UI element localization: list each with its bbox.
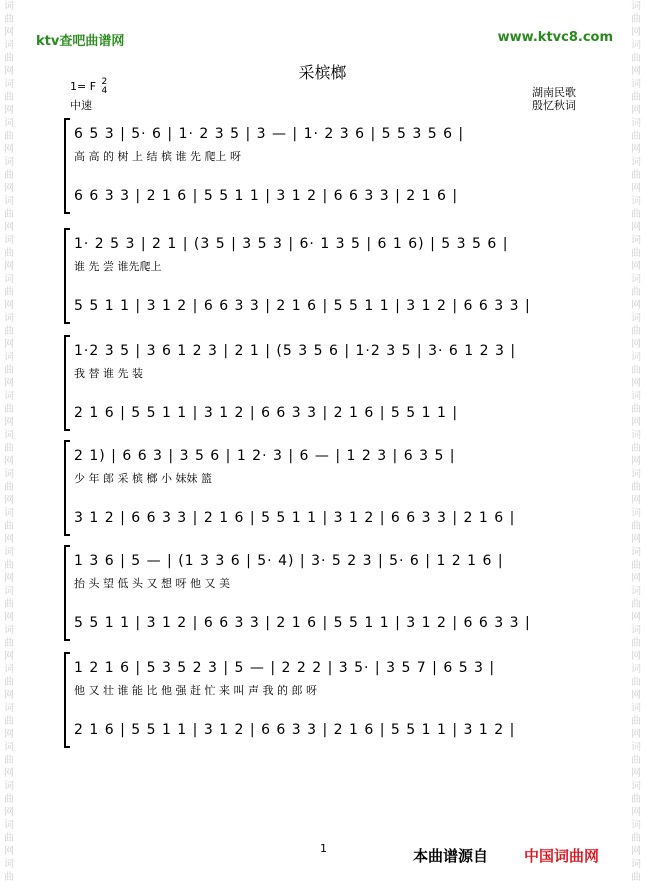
watermark-glyph: 词	[631, 625, 641, 636]
accompaniment-line: 5 5 1 1 | 3 1 2 | 6 6 3 3 | 2 1 6 | 5 5 1 1 | 3 1 2 | 6 6 3 3 |	[74, 298, 531, 314]
tempo-marking: 中速	[70, 99, 92, 112]
watermark-glyph: 曲	[631, 794, 641, 805]
watermark-glyph: 曲	[631, 599, 641, 610]
watermark-glyph: 曲	[4, 131, 14, 142]
watermark-glyph: 网	[631, 729, 641, 740]
watermark-right	[629, 0, 643, 884]
watermark-glyph: 词	[631, 391, 641, 402]
lyrics-line: 他 又 壮 谁 能 比 他 强 赶 忙 来 叫 声 我 的 郎 呀	[74, 684, 317, 697]
watermark-glyph: 曲	[4, 404, 14, 415]
watermark-glyph: 词	[4, 196, 14, 207]
watermark-glyph: 曲	[4, 794, 14, 805]
watermark-glyph: 词	[4, 859, 14, 870]
watermark-glyph: 曲	[4, 872, 14, 883]
melody-line: 2 1) | 6 6 3 | 3 5 6 | 1 2· 3 | 6 — | 1 2 3 | 6 3 5 |	[74, 448, 456, 464]
watermark-glyph: 网	[631, 183, 641, 194]
source-label: 本曲谱源自	[413, 847, 489, 865]
watermark-glyph: 网	[4, 612, 14, 623]
watermark-glyph: 网	[631, 573, 641, 584]
watermark-glyph: 曲	[4, 365, 14, 376]
watermark-glyph: 词	[4, 820, 14, 831]
watermark-glyph: 曲	[631, 755, 641, 766]
watermark-glyph: 曲	[4, 92, 14, 103]
watermark-glyph: 曲	[4, 755, 14, 766]
watermark-glyph: 词	[4, 664, 14, 675]
watermark-glyph: 曲	[631, 14, 641, 25]
watermark-glyph: 网	[4, 768, 14, 779]
watermark-glyph: 曲	[4, 209, 14, 220]
watermark-glyph: 词	[631, 313, 641, 324]
watermark-glyph: 网	[4, 495, 14, 506]
watermark-glyph: 网	[4, 729, 14, 740]
watermark-glyph: 词	[631, 157, 641, 168]
song-title: 采槟榔	[298, 63, 347, 82]
watermark-glyph: 网	[631, 690, 641, 701]
watermark-glyph: 词	[4, 313, 14, 324]
watermark-glyph: 曲	[4, 677, 14, 688]
watermark-glyph: 网	[631, 768, 641, 779]
watermark-glyph: 词	[4, 157, 14, 168]
watermark-glyph: 词	[4, 469, 14, 480]
watermark-glyph: 词	[4, 118, 14, 129]
time-sig-numerator: 2	[101, 77, 108, 87]
system-bracket	[64, 440, 70, 536]
accompaniment-line: 2 1 6 | 5 5 1 1 | 3 1 2 | 6 6 3 3 | 2 1 6 | 5 5 1 1 |	[74, 405, 459, 421]
watermark-glyph: 网	[631, 417, 641, 428]
lyrics-line: 少 年 郎 采 槟 榔 小 妹妹 篮	[74, 472, 212, 485]
melody-line: 1 3 6 | 5 — | (1 3 3 6 | 5· 4) | 3· 5 2 3 | 5· 6 | 1 2 1 6 |	[74, 553, 504, 569]
watermark-glyph: 网	[631, 66, 641, 77]
watermark-glyph: 词	[631, 274, 641, 285]
watermark-glyph: 曲	[4, 248, 14, 259]
watermark-glyph: 网	[631, 534, 641, 545]
watermark-glyph: 网	[4, 105, 14, 116]
watermark-glyph: 词	[4, 742, 14, 753]
watermark-glyph: 曲	[631, 248, 641, 259]
melody-line: 1·2 3 5 | 3 6 1 2 3 | 2 1 | (5 3 5 6 | 1·2 3 5 | 3· 6 1 2 3 |	[74, 343, 517, 359]
watermark-glyph: 词	[631, 820, 641, 831]
watermark-glyph: 曲	[4, 599, 14, 610]
watermark-glyph: 词	[4, 430, 14, 441]
melody-line: 1 2 1 6 | 5 3 5 2 3 | 5 — | 2 2 2 | 3 5· | 3 5 7 | 6 5 3 |	[74, 660, 496, 676]
watermark-glyph: 曲	[4, 170, 14, 181]
watermark-glyph: 网	[631, 846, 641, 857]
system-bracket	[64, 228, 70, 324]
watermark-glyph: 词	[631, 235, 641, 246]
site-left-label: ktv查吧曲谱网	[36, 34, 125, 49]
watermark-glyph: 词	[631, 664, 641, 675]
watermark-glyph: 曲	[4, 560, 14, 571]
page-number: 1	[320, 842, 327, 855]
watermark-glyph: 词	[4, 586, 14, 597]
watermark-glyph: 词	[631, 508, 641, 519]
watermark-glyph: 曲	[631, 638, 641, 649]
watermark-glyph: 曲	[631, 677, 641, 688]
watermark-glyph: 网	[4, 690, 14, 701]
watermark-glyph: 网	[4, 534, 14, 545]
time-signature	[102, 78, 108, 96]
watermark-glyph: 词	[4, 274, 14, 285]
watermark-glyph: 网	[631, 456, 641, 467]
watermark-glyph: 曲	[631, 872, 641, 883]
watermark-glyph: 曲	[631, 443, 641, 454]
system-bracket	[64, 335, 70, 431]
watermark-glyph: 词	[4, 391, 14, 402]
watermark-glyph: 词	[4, 235, 14, 246]
watermark-glyph: 网	[4, 261, 14, 272]
source-site: 中国词曲网	[524, 847, 600, 865]
watermark-glyph: 曲	[631, 521, 641, 532]
accompaniment-line: 6 6 3 3 | 2 1 6 | 5 5 1 1 | 3 1 2 | 6 6 3 3 | 2 1 6 |	[74, 188, 459, 204]
watermark-glyph: 词	[4, 781, 14, 792]
watermark-glyph: 网	[4, 339, 14, 350]
watermark-left	[2, 0, 16, 884]
watermark-glyph: 曲	[631, 716, 641, 727]
watermark-glyph: 网	[4, 66, 14, 77]
watermark-glyph: 曲	[631, 53, 641, 64]
watermark-glyph: 曲	[4, 443, 14, 454]
watermark-glyph: 词	[4, 625, 14, 636]
lyrics-line: 抬 头 望 低 头 又 想 呀 他 又 美	[74, 577, 230, 590]
watermark-glyph: 网	[4, 378, 14, 389]
lyrics-line: 我 替 谁 先 装	[74, 367, 143, 380]
watermark-glyph: 曲	[631, 365, 641, 376]
system-bracket	[64, 118, 70, 214]
watermark-glyph: 词	[631, 547, 641, 558]
watermark-glyph: 网	[631, 144, 641, 155]
watermark-glyph: 曲	[631, 833, 641, 844]
watermark-glyph: 网	[4, 27, 14, 38]
watermark-glyph: 曲	[4, 53, 14, 64]
melody-line: 6 5 3 | 5· 6 | 1· 2 3 5 | 3 — | 1· 2 3 6 | 5 5 3 5 6 |	[74, 126, 465, 142]
watermark-glyph: 网	[4, 456, 14, 467]
watermark-glyph: 曲	[631, 560, 641, 571]
watermark-glyph: 网	[4, 417, 14, 428]
watermark-glyph: 曲	[631, 404, 641, 415]
watermark-glyph: 词	[4, 1, 14, 12]
watermark-glyph: 词	[631, 469, 641, 480]
lyrics-line: 高 高 的 树 上 结 槟 谁 先 爬上 呀	[74, 150, 241, 163]
watermark-glyph: 词	[631, 781, 641, 792]
watermark-glyph: 词	[631, 1, 641, 12]
watermark-glyph: 曲	[4, 716, 14, 727]
watermark-glyph: 曲	[4, 14, 14, 25]
key-label: 1= F	[70, 80, 97, 93]
watermark-glyph: 词	[4, 703, 14, 714]
watermark-glyph: 网	[4, 300, 14, 311]
watermark-glyph: 网	[631, 651, 641, 662]
site-right-label: www.ktvc8.com	[497, 30, 613, 45]
watermark-glyph: 曲	[4, 638, 14, 649]
watermark-glyph: 网	[631, 807, 641, 818]
melody-line: 1· 2 5 3 | 2 1 | (3 5 | 3 5 3 | 6· 1 3 5 | 6 1 6) | 5 3 5 6 |	[74, 236, 509, 252]
watermark-glyph: 词	[631, 196, 641, 207]
watermark-glyph: 曲	[631, 170, 641, 181]
watermark-glyph: 词	[631, 79, 641, 90]
watermark-glyph: 词	[631, 352, 641, 363]
watermark-glyph: 网	[631, 300, 641, 311]
watermark-glyph: 网	[631, 612, 641, 623]
watermark-glyph: 词	[631, 118, 641, 129]
watermark-glyph: 曲	[4, 326, 14, 337]
watermark-glyph: 网	[4, 222, 14, 233]
watermark-glyph: 曲	[4, 833, 14, 844]
watermark-glyph: 词	[631, 703, 641, 714]
watermark-glyph: 网	[631, 495, 641, 506]
accompaniment-line: 2 1 6 | 5 5 1 1 | 3 1 2 | 6 6 3 3 | 2 1 6 | 5 5 1 1 | 3 1 2 |	[74, 722, 516, 738]
watermark-glyph: 词	[4, 352, 14, 363]
watermark-glyph: 曲	[631, 209, 641, 220]
watermark-glyph: 曲	[631, 131, 641, 142]
watermark-glyph: 网	[4, 807, 14, 818]
lyricist: 殷忆秋词	[532, 99, 576, 112]
watermark-glyph: 词	[4, 40, 14, 51]
song-origin: 湖南民歌	[532, 86, 576, 99]
watermark-glyph: 网	[4, 651, 14, 662]
watermark-glyph: 词	[631, 430, 641, 441]
watermark-glyph: 曲	[631, 92, 641, 103]
watermark-glyph: 词	[631, 40, 641, 51]
watermark-glyph: 词	[631, 859, 641, 870]
watermark-glyph: 网	[4, 573, 14, 584]
watermark-glyph: 网	[4, 183, 14, 194]
watermark-glyph: 词	[631, 742, 641, 753]
watermark-glyph: 词	[631, 586, 641, 597]
watermark-glyph: 词	[4, 547, 14, 558]
time-sig-denominator: 4	[101, 86, 108, 96]
watermark-glyph: 网	[631, 261, 641, 272]
watermark-glyph: 曲	[631, 326, 641, 337]
watermark-glyph: 网	[631, 222, 641, 233]
watermark-glyph: 网	[631, 378, 641, 389]
watermark-glyph: 网	[631, 27, 641, 38]
watermark-glyph: 词	[4, 79, 14, 90]
accompaniment-line: 3 1 2 | 6 6 3 3 | 2 1 6 | 5 5 1 1 | 3 1 2 | 6 6 3 3 | 2 1 6 |	[74, 510, 516, 526]
key-signature	[70, 78, 107, 96]
watermark-glyph: 网	[4, 846, 14, 857]
system-bracket	[64, 652, 70, 748]
system-bracket	[64, 545, 70, 641]
lyrics-line: 谁 先 尝 谁先爬上	[74, 260, 162, 273]
watermark-glyph: 网	[631, 105, 641, 116]
watermark-glyph: 曲	[4, 521, 14, 532]
watermark-glyph: 网	[4, 144, 14, 155]
watermark-glyph: 网	[631, 339, 641, 350]
accompaniment-line: 5 5 1 1 | 3 1 2 | 6 6 3 3 | 2 1 6 | 5 5 1 1 | 3 1 2 | 6 6 3 3 |	[74, 615, 531, 631]
watermark-glyph: 曲	[631, 482, 641, 493]
watermark-glyph: 曲	[4, 287, 14, 298]
watermark-glyph: 曲	[631, 287, 641, 298]
watermark-glyph: 曲	[4, 482, 14, 493]
watermark-glyph: 词	[4, 508, 14, 519]
